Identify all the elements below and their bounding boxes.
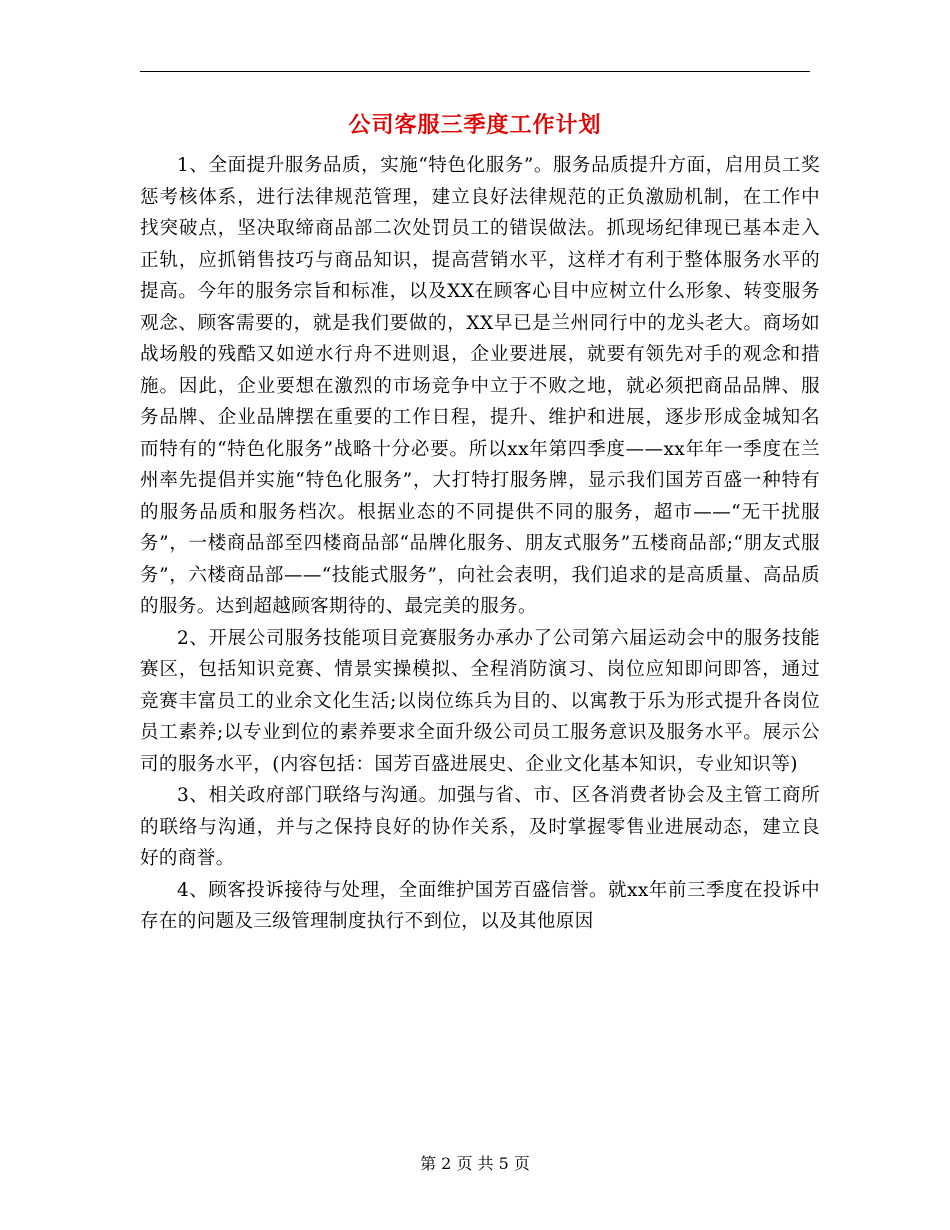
paragraph-1: 1、全面提升服务品质，实施“特色化服务”。服务品质提升方面，启用员工奖惩考核体系，进行法律规范管理，建立良好法律规范的正负激励机制，在工作中找突破点，坚决取缔商品部二次处罚员工的错误做法。抓现场纪律现已基本走入正轨，应抓销售技巧与商品知识，提高营销水平，这样才有利于整体服务水平的提高。今年的服务宗旨和标准，以及XX在顾客心目中应树立什么形象、转变服务观念、顾客需要的，就是我们要做的，XX早已是兰州同行中的龙头老大。商场如战场般的残酷又如逆水行舟不进则退，企业要进展，就要有领先对手的观念和措施。因此，企业要想在激烈的市场竞争中立于不败之地，就必须把商品品牌、服务品牌、企业品牌摆在重要的工作日程，提升、维护和进展，逐步形成金城知名而特有的“特色化服务”战略十分必要。所以xx年第四季度——xx年年一季度在兰州率先提倡并实施“特色化服务”，大打特打服务牌，显示我们国芳百盛一种特有的服务品质和服务档次。根据业态的不同提供不同的服务，超市——“无干扰服务”，一楼商品部至四楼商品部“品牌化服务、朋友式服务”五楼商品部;“朋友式服务”，六楼商品部——“技能式服务”，向社会表明，我们追求的是高质量、高品质的服务。达到超越顾客期待的、最完美的服务。 — [140, 155, 820, 617]
paragraph-4: 4、顾客投诉接待与处理，全面维护国芳百盛信誉。就xx年前三季度在投诉中存在的问题及三级管理制度执行不到位，以及其他原因 — [140, 879, 820, 932]
header-rule — [140, 71, 810, 72]
paragraph-3: 3、相关政府部门联络与沟通。加强与省、市、区各消费者协会及主管工商所的联络与沟通，并与之保持良好的协作关系，及时掌握零售业进展动态，建立良好的商誉。 — [140, 785, 820, 869]
paragraph-2: 2、开展公司服务技能项目竞赛服务办承办了公司第六届运动会中的服务技能赛区，包括知识竞赛、情景实操模拟、全程消防演习、岗位应知即问即答，通过竞赛丰富员工的业余文化生活;以岗位练兵为目的、以寓教于乐为形式提升各岗位员工素养;以专业到位的素养要求全面升级公司员工服务意识及服务水平。展示公司的服务水平，(内容包括：国芳百盛进展史、企业文化基本知识，专业知识等) — [140, 627, 820, 775]
document-body — [140, 150, 820, 938]
page-title: 公司客服三季度工作计划 — [348, 112, 602, 138]
page-number-footer: 第 2 页 共 5 页 — [420, 1154, 530, 1173]
